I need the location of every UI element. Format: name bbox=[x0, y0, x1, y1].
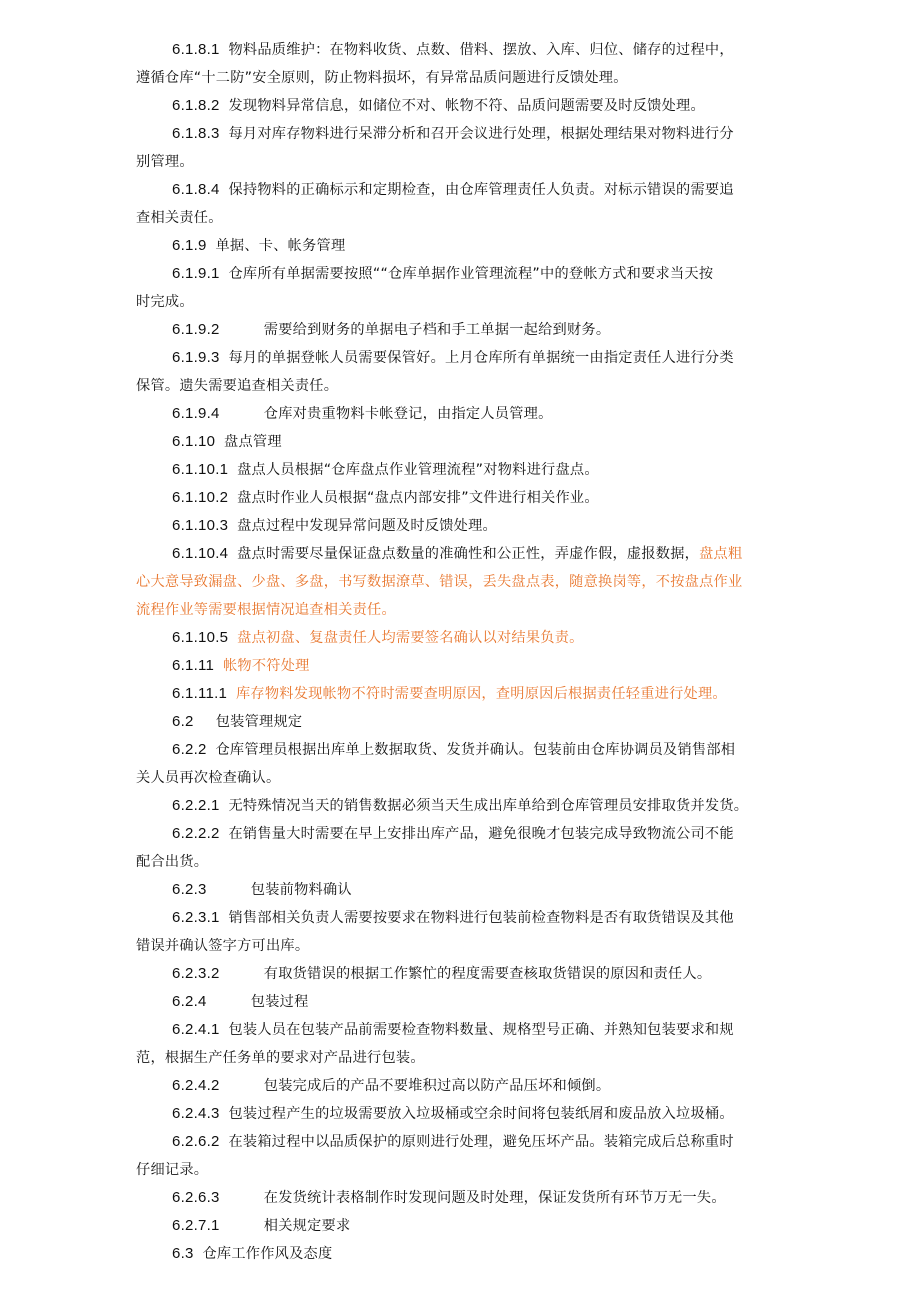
document-line bbox=[136, 572, 784, 592]
document-line bbox=[172, 124, 820, 144]
section-number: 6.2.3 bbox=[172, 881, 251, 898]
document-line bbox=[172, 740, 820, 760]
line-text: 包装人员在包装产品前需要检查物料数量、规格型号正确、并熟知包装要求和规 bbox=[228, 1022, 734, 1038]
line-text: 盘点时需要尽量保证盘点数量的准确性和公正性，弄虚作假，虚报数据， bbox=[237, 546, 700, 562]
section-number: 6.1.10.3 bbox=[172, 517, 238, 534]
section-number: 6.3 bbox=[172, 1245, 203, 1262]
line-text: 有取货错误的根据工作繁忙的程度需要查核取货错误的原因和责任人。 bbox=[263, 966, 712, 982]
line-text: 范，根据生产任务单的要求对产品进行包装。 bbox=[136, 1050, 425, 1066]
section-number: 6.1.10 bbox=[172, 433, 225, 450]
document-line bbox=[172, 1244, 820, 1264]
line-text: 保管。遗失需要追查相关责任。 bbox=[136, 378, 339, 394]
line-text: 保持物料的正确标示和定期检查，由仓库管理责任人负责。对标示错误的需要追 bbox=[228, 182, 734, 198]
line-text: 在销售量大时需要在早上安排出库产品，避免很晚才包装完成导致物流公司不能 bbox=[228, 826, 734, 842]
document-line bbox=[172, 404, 820, 424]
section-number: 6.1.10.2 bbox=[172, 489, 238, 506]
line-text: 仓库所有单据需要按照““仓库单据作业管理流程”中的登帐方式和要求当天按 bbox=[228, 266, 714, 282]
section-number: 6.1.10.1 bbox=[172, 461, 238, 478]
document-line bbox=[172, 880, 820, 900]
document-line bbox=[172, 348, 820, 368]
document-line bbox=[172, 684, 820, 704]
line-text: 盘点时作业人员根据“盘点内部安排”文件进行相关作业。 bbox=[237, 490, 599, 506]
section-number: 6.1.8.2 bbox=[172, 97, 229, 114]
document-line bbox=[136, 1160, 784, 1180]
section-number: 6.1.10.5 bbox=[172, 629, 238, 646]
line-text: 需要给到财务的单据电子档和手工单据一起给到财务。 bbox=[263, 322, 611, 338]
line-text: 别管理。 bbox=[136, 154, 194, 170]
document-line bbox=[172, 908, 820, 928]
document-line bbox=[172, 712, 820, 732]
document-line bbox=[172, 180, 820, 200]
document-line bbox=[172, 236, 820, 256]
section-number: 6.2 bbox=[172, 713, 216, 730]
document-line bbox=[172, 964, 820, 984]
line-text: 在装箱过程中以品质保护的原则进行处理，避免压坏产品。装箱完成后总称重时 bbox=[228, 1134, 734, 1150]
section-number: 6.2.6.3 bbox=[172, 1189, 264, 1206]
document-line bbox=[172, 320, 820, 340]
section-number: 6.1.11.1 bbox=[172, 685, 236, 702]
section-number: 6.2.3.1 bbox=[172, 909, 229, 926]
line-text: 无特殊情况当天的销售数据必须当天生成出库单给到仓库管理员安排取货并发货。 bbox=[228, 798, 749, 814]
line-text: 仓库对贵重物料卡帐登记，由指定人员管理。 bbox=[263, 406, 553, 422]
document-line bbox=[136, 768, 784, 788]
document-line bbox=[136, 292, 784, 312]
line-text: 每月对库存物料进行呆滞分析和召开会议进行处理，根据处理结果对物料进行分 bbox=[228, 126, 734, 142]
line-text: 每月的单据登帐人员需要保管好。上月仓库所有单据统一由指定责任人进行分类 bbox=[228, 350, 734, 366]
highlighted-text: 流程作业等需要根据情况追查相关责任。 bbox=[136, 602, 396, 618]
document-line bbox=[136, 936, 784, 956]
section-number: 6.1.9.1 bbox=[172, 265, 229, 282]
line-text: 盘点过程中发现异常问题及时反馈处理。 bbox=[237, 518, 497, 534]
document-line bbox=[172, 488, 820, 508]
document-line bbox=[172, 516, 820, 536]
line-text: 包装完成后的产品不要堆积过高以防产品压坏和倾倒。 bbox=[263, 1078, 611, 1094]
section-number: 6.2.2.1 bbox=[172, 797, 229, 814]
section-number: 6.1.9.3 bbox=[172, 349, 229, 366]
line-text: 盘点管理 bbox=[224, 434, 282, 450]
document-line bbox=[172, 1020, 820, 1040]
section-number: 6.1.9.2 bbox=[172, 321, 264, 338]
document-line bbox=[172, 656, 820, 676]
document-line bbox=[136, 852, 784, 872]
line-text: 仓库管理员根据出库单上数据取货、发货并确认。包装前由仓库协调员及销售部相 bbox=[215, 742, 736, 758]
document-line bbox=[172, 432, 820, 452]
document-line bbox=[136, 376, 784, 396]
document-line bbox=[172, 628, 820, 648]
line-text: 关人员再次检查确认。 bbox=[136, 770, 281, 786]
section-number: 6.2.6.2 bbox=[172, 1133, 229, 1150]
line-text: 包装过程产生的垃圾需要放入垃圾桶或空余时间将包装纸屑和废品放入垃圾桶。 bbox=[228, 1106, 734, 1122]
document-line bbox=[172, 1104, 820, 1124]
document-line bbox=[136, 68, 784, 88]
line-text: 仓库工作作风及态度 bbox=[202, 1246, 333, 1262]
highlighted-text: 库存物料发现帐物不符时需要查明原因，查明原因后根据责任轻重进行处理。 bbox=[235, 686, 727, 702]
section-number: 6.1.11 bbox=[172, 657, 223, 674]
line-text: 单据、卡、帐务管理 bbox=[215, 238, 346, 254]
line-text: 相关规定要求 bbox=[263, 1218, 351, 1234]
section-number: 6.1.9 bbox=[172, 237, 216, 254]
line-text: 查相关责任。 bbox=[136, 210, 223, 226]
line-text: 包装前物料确认 bbox=[250, 882, 352, 898]
document-line bbox=[136, 1048, 784, 1068]
line-text: 包装管理规定 bbox=[215, 714, 303, 730]
line-text: 销售部相关负责人需要按要求在物料进行包装前检查物料是否有取货错误及其他 bbox=[228, 910, 734, 926]
document-line bbox=[172, 1216, 820, 1236]
section-number: 6.2.4 bbox=[172, 993, 251, 1010]
section-number: 6.1.8.3 bbox=[172, 125, 229, 142]
document-line bbox=[172, 796, 820, 816]
document-line bbox=[172, 1132, 820, 1152]
document-line bbox=[172, 992, 820, 1012]
line-text: 在发货统计表格制作时发现问题及时处理，保证发货所有环节万无一失。 bbox=[263, 1190, 726, 1206]
line-text: 错误并确认签字方可出库。 bbox=[136, 938, 310, 954]
document-line bbox=[136, 152, 784, 172]
line-text: 遵循仓库“十二防”安全原则，防止物料损坏，有异常品质问题进行反馈处理。 bbox=[136, 70, 628, 86]
line-text: 包装过程 bbox=[250, 994, 309, 1010]
line-text: 仔细记录。 bbox=[136, 1162, 209, 1178]
highlighted-text: 帐物不符处理 bbox=[222, 658, 310, 674]
section-number: 6.2.4.2 bbox=[172, 1077, 264, 1094]
document-line bbox=[172, 1188, 820, 1208]
document-line bbox=[172, 264, 820, 284]
section-number: 6.2.3.2 bbox=[172, 965, 264, 982]
line-text: 发现物料异常信息，如储位不对、帐物不符、品质问题需要及时反馈处理。 bbox=[228, 98, 705, 114]
line-text: 物料品质维护：在物料收货、点数、借料、摆放、入库、归位、储存的过程中， bbox=[228, 42, 734, 58]
section-number: 6.1.8.1 bbox=[172, 41, 229, 58]
section-number: 6.2.7.1 bbox=[172, 1217, 264, 1234]
section-number: 6.2.2 bbox=[172, 741, 216, 758]
document-line bbox=[172, 460, 820, 480]
section-number: 6.2.4.3 bbox=[172, 1105, 229, 1122]
document-line bbox=[136, 208, 784, 228]
document-line bbox=[172, 96, 820, 116]
line-text: 盘点人员根据“仓库盘点作业管理流程”对物料进行盘点。 bbox=[237, 462, 599, 478]
highlighted-text: 心大意导致漏盘、少盘、多盘，书写数据潦草、错误，丢失盘点表，随意换岗等，不按盘点作业 bbox=[136, 574, 743, 590]
document-line bbox=[172, 824, 820, 844]
section-number: 6.2.4.1 bbox=[172, 1021, 229, 1038]
line-text: 配合出货。 bbox=[136, 854, 209, 870]
document-line bbox=[172, 544, 820, 564]
document-line bbox=[136, 600, 784, 620]
section-number: 6.1.9.4 bbox=[172, 405, 264, 422]
section-number: 6.1.8.4 bbox=[172, 181, 229, 198]
highlighted-text: 盘点初盘、复盘责任人均需要签名确认以对结果负责。 bbox=[237, 630, 584, 646]
section-number: 6.1.10.4 bbox=[172, 545, 238, 562]
section-number: 6.2.2.2 bbox=[172, 825, 229, 842]
highlighted-text: 盘点粗 bbox=[699, 546, 743, 562]
document-line bbox=[172, 1076, 820, 1096]
document-line bbox=[172, 40, 820, 60]
line-text: 时完成。 bbox=[136, 294, 194, 310]
